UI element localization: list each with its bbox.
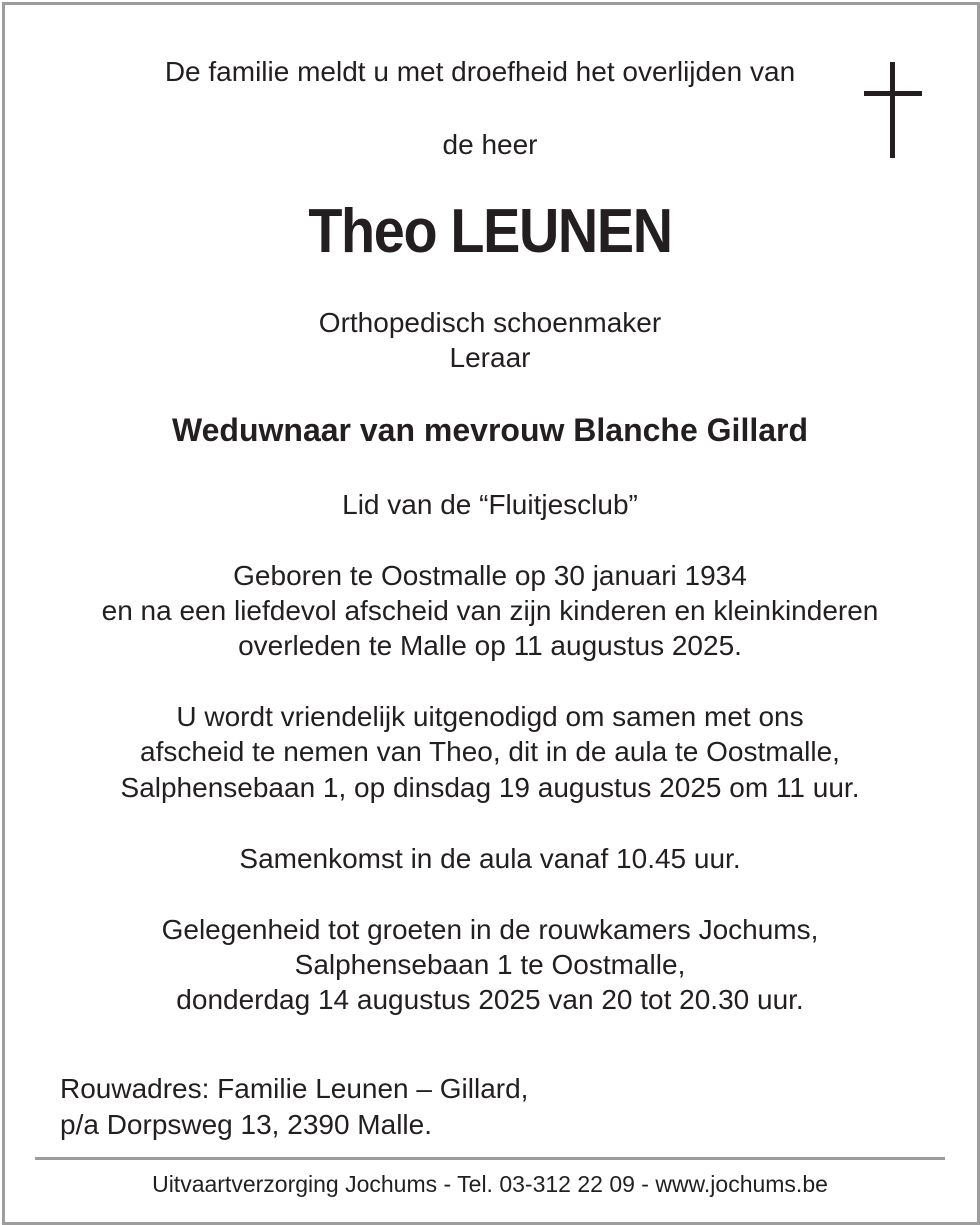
membership-line: Lid van de “Fluitjesclub” [342, 489, 638, 520]
funeral-line-1: U wordt vriendelijk uitgenodigd om samen met ons [176, 701, 804, 732]
footer-divider [35, 1157, 945, 1160]
deceased-name: Theo LEUNEN [308, 197, 672, 266]
gathering-line: Samenkomst in de aula vanaf 10.45 uur. [239, 843, 741, 874]
birth-death-line-3: overleden te Malle op 11 augustus 2025. [238, 630, 742, 661]
mourning-address-line-1: Rouwadres: Familie Leunen – Gillard, [60, 1073, 529, 1104]
profession-1: Orthopedisch schoenmaker [318, 307, 662, 338]
visitation-line-2: Salphensebaan 1 te Oostmalle, [294, 949, 686, 980]
mourning-address-line-2: p/a Dorpsweg 13, 2390 Malle. [60, 1109, 432, 1140]
visitation-line-3: donderdag 14 augustus 2025 van 20 tot 20.30 uur. [176, 984, 804, 1015]
birth-death-line-2: en na een liefdevol afscheid van zijn kinderen en kleinkinderen [101, 595, 879, 626]
funeral-line-3: Salphensebaan 1, op dinsdag 19 augustus 2025 om 11 uur. [120, 772, 860, 803]
birth-death-line-1: Geboren te Oostmalle op 30 januari 1934 [233, 560, 747, 591]
funeral-home-footer: Uitvaartverzorging Jochums - Tel. 03-312 22 09 - www.jochums.be [152, 1171, 828, 1197]
intro-text: De familie meldt u met droefheid het overlijden van [164, 56, 796, 87]
honorific: de heer [442, 129, 538, 160]
visitation-line-1: Gelegenheid tot groeten in de rouwkamers Jochums, [161, 914, 819, 945]
profession-2: Leraar [449, 342, 531, 373]
funeral-line-2: afscheid te nemen van Theo, dit in de aula te Oostmalle, [140, 736, 840, 767]
widower-line: Weduwnaar van mevrouw Blanche Gillard [171, 412, 809, 448]
